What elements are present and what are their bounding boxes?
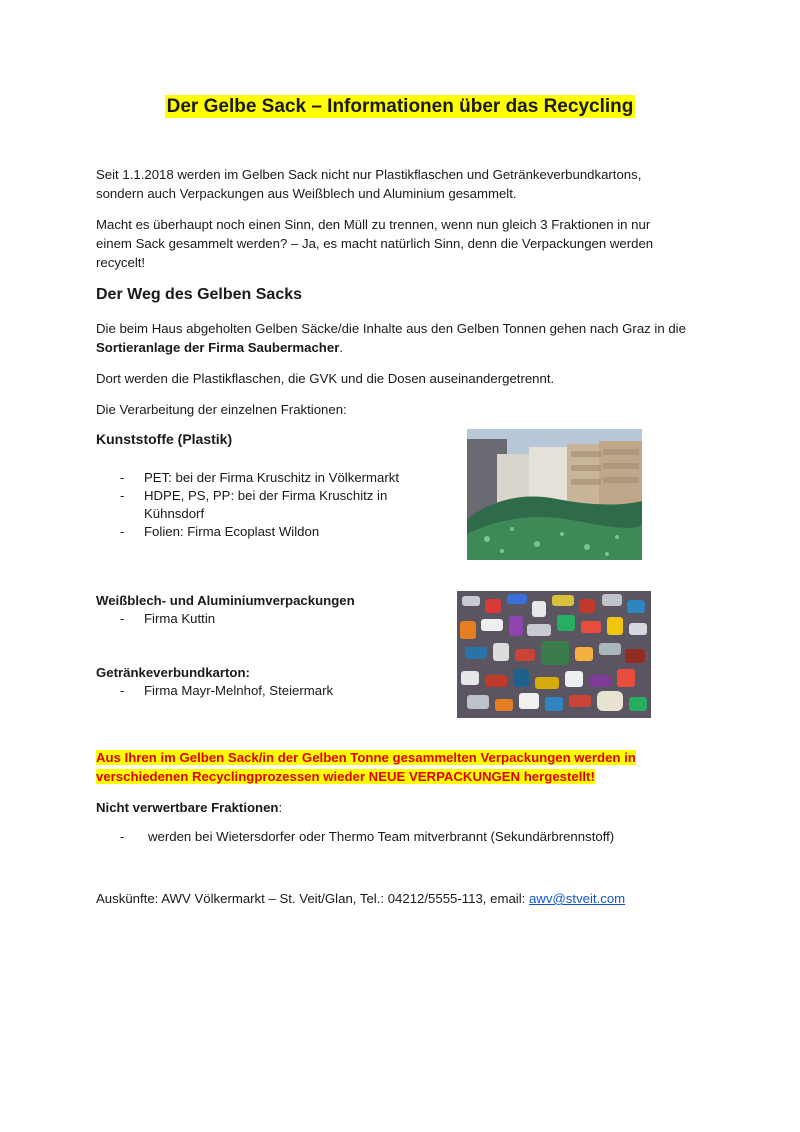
contact-text: Auskünfte: AWV Völkermarkt – St. Veit/Glan, Tel.: 04212/5555-113, email:: [96, 891, 529, 906]
way-line-1: Die beim Haus abgeholten Gelben Säcke/die Inhalte aus den Gelben Tonnen gehen nach Graz in die: [96, 321, 686, 336]
dash-marker: -: [120, 488, 125, 503]
nonrecyclable-colon: :: [278, 800, 283, 815]
intro-line-2: sondern auch Verpackungen aus Weißblech und Aluminium gesammelt.: [96, 186, 517, 201]
plastic-list: [96, 469, 399, 541]
list-item: [96, 828, 614, 846]
list-item-text: Firma Kuttin: [144, 611, 216, 626]
plastic-bales-photo: [467, 429, 642, 560]
carton-heading: Getränkeverbundkarton:: [96, 665, 250, 680]
recycling-highlight: [96, 748, 636, 786]
question-paragraph: [96, 215, 653, 272]
plastic-heading: Kunststoffe (Plastik): [96, 431, 233, 447]
highlight-line-2: verschiedenen Recyclingprozessen wieder NEUE VERPACKUNGEN hergestellt!: [96, 769, 595, 784]
list-item: [96, 610, 215, 628]
metal-list: [96, 610, 215, 628]
list-item: [96, 523, 399, 541]
question-line-2: einem Sack gesammelt werden? – Ja, es macht natürlich Sinn, denn die Verpackungen werden: [96, 236, 654, 251]
nonrecyclable-heading: [96, 798, 282, 817]
list-item: [96, 469, 399, 487]
cans-pile-photo: [457, 591, 651, 718]
question-line-1: Macht es überhaupt noch einen Sinn, den Müll zu trennen, wenn nun gleich 3 Fraktionen in nur: [96, 217, 651, 232]
page-title-text: Der Gelbe Sack – Informationen über das Recycling: [166, 96, 634, 117]
contact-email-link[interactable]: awv@stveit.com: [528, 891, 626, 906]
way-paragraph-1: [96, 319, 686, 357]
dash-marker: -: [120, 829, 125, 844]
dash-marker: -: [120, 524, 125, 539]
sorting-plant-name: Sortieranlage der Firma Saubermacher: [96, 340, 340, 355]
dash-marker: -: [120, 470, 125, 485]
list-item-text: PET: bei der Firma Kruschitz in Völkermarkt: [144, 470, 400, 485]
highlight-line-1: Aus Ihren im Gelben Sack/in der Gelben Tonne gesammelten Verpackungen werden in: [96, 750, 636, 765]
section-heading-way: Der Weg des Gelben Sacks: [96, 286, 303, 303]
page-title: [0, 96, 800, 118]
intro-paragraph: [96, 165, 641, 203]
list-item: [96, 682, 333, 700]
dash-marker: -: [120, 611, 125, 626]
intro-line-1: Seit 1.1.2018 werden im Gelben Sack nicht nur Plastikflaschen und Getränkeverbundkartons,: [96, 167, 642, 182]
question-line-3: recycelt!: [96, 255, 146, 270]
contact-line: [96, 889, 625, 908]
nonrecyclable-heading-text: Nicht verwertbare Fraktionen: [96, 800, 279, 815]
list-item-text: Folien: Firma Ecoplast Wildon: [144, 524, 320, 539]
way-line-end: .: [339, 340, 344, 355]
carton-list: [96, 682, 333, 700]
list-item: [96, 487, 399, 523]
way-paragraph-2: Dort werden die Plastikflaschen, die GVK und die Dosen auseinandergetrennt.: [96, 371, 555, 386]
list-item-text: Firma Mayr-Melnhof, Steiermark: [144, 683, 334, 698]
list-item-text: HDPE, PS, PP: bei der Firma Kruschitz in: [144, 488, 388, 503]
list-item-text-continued: Kühnsdorf: [144, 506, 205, 521]
list-item-text: werden bei Wietersdorfer oder Thermo Team mitverbrannt (Sekundärbrennstoff): [148, 829, 615, 844]
way-paragraph-3: Die Verarbeitung der einzelnen Fraktionen:: [96, 402, 347, 417]
nonrecyclable-list: [96, 828, 614, 846]
metal-heading: Weißblech- und Aluminiumverpackungen: [96, 593, 355, 608]
dash-marker: -: [120, 683, 125, 698]
